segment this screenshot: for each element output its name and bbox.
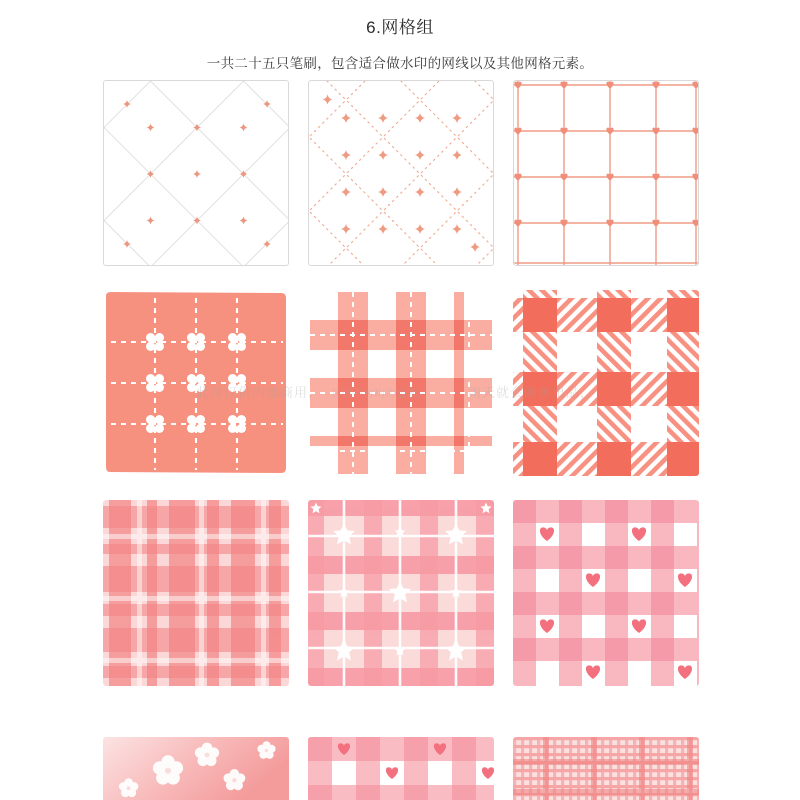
watermark-text-3: 其他平台均为盗卖。 <box>330 388 429 400</box>
swatch-art <box>308 290 494 476</box>
page-subtitle: 一共二十五只笔刷，包含适合做水印的网线以及其他网格元素。 <box>206 56 594 71</box>
swatch-art <box>104 81 288 265</box>
swatch-gingham-hearts[interactable] <box>513 500 699 686</box>
swatch-art <box>103 500 289 686</box>
swatch-art <box>513 290 699 476</box>
watermark-text-2: 雨天就会画画出品， <box>468 385 595 400</box>
swatch-soft-plaid[interactable] <box>103 500 289 686</box>
page-title: 6.网格组 <box>366 18 434 37</box>
swatch-gallery-bottom-row <box>103 737 699 800</box>
swatch-pink-check-dashed-blocks[interactable] <box>308 290 494 476</box>
swatch-gallery <box>103 80 699 686</box>
swatch-heart-check-strip[interactable] <box>308 737 494 800</box>
swatch-fine-weave-strip[interactable] <box>513 737 699 800</box>
swatch-art <box>309 81 493 265</box>
swatch-diagonal-diamond-grid-thin[interactable] <box>103 80 289 266</box>
swatch-salmon-block-dashed-flowers[interactable] <box>103 290 289 476</box>
swatch-art <box>308 500 494 686</box>
swatch-striped-lattice[interactable] <box>513 290 699 476</box>
swatch-orthogonal-grid-hearts[interactable] <box>513 80 699 266</box>
watermark-text-1: 此图仅供内部商用， <box>196 385 323 400</box>
swatch-floral-gradient-strip[interactable] <box>103 737 289 800</box>
swatch-art <box>514 81 698 265</box>
swatch-diagonal-dotted-diamond-grid[interactable] <box>308 80 494 266</box>
swatch-art <box>103 290 289 476</box>
swatch-art <box>513 500 699 686</box>
swatch-plaid-stars[interactable] <box>308 500 494 686</box>
